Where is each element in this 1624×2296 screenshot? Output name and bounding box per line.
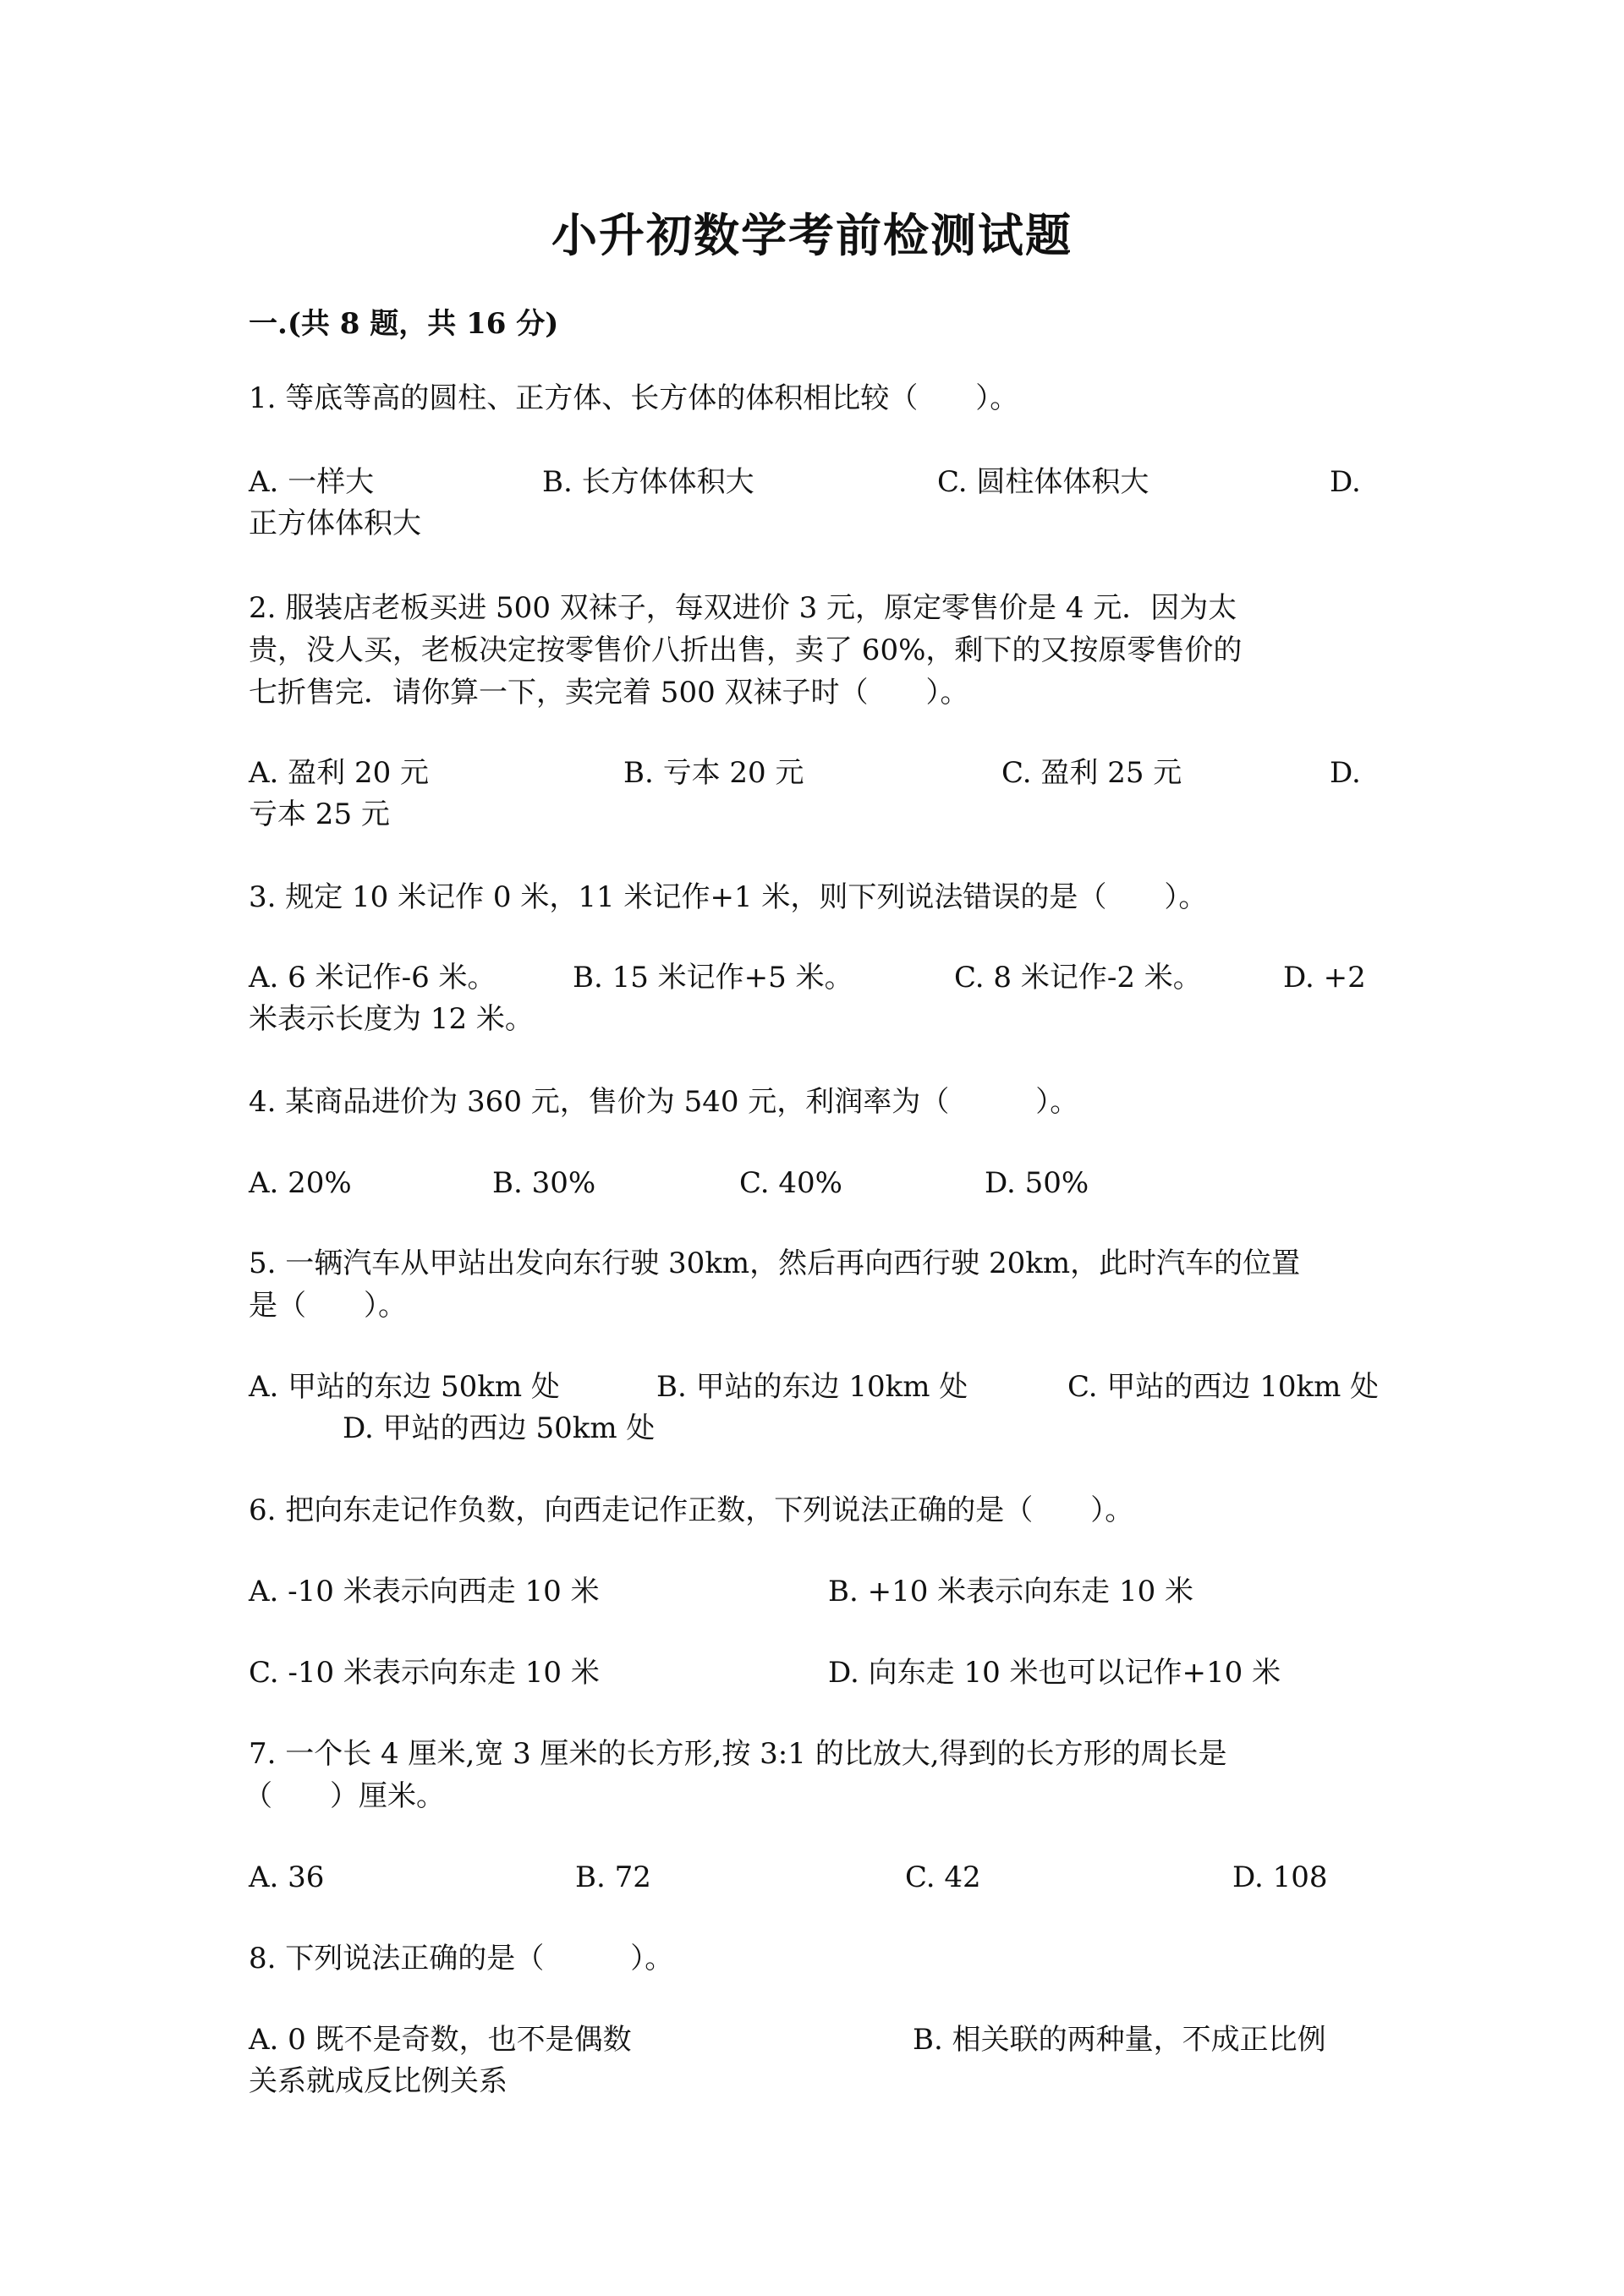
question-3-option-d: D. +2 bbox=[1283, 961, 1366, 995]
question-2-option-d-text: 亏本 25 元 bbox=[249, 797, 390, 831]
question-4-option-c: C. 40% bbox=[739, 1166, 842, 1200]
question-4-option-b: B. 30% bbox=[492, 1166, 596, 1200]
question-7-option-b: B. 72 bbox=[575, 1860, 651, 1894]
question-4-option-a: A. 20% bbox=[249, 1166, 352, 1200]
question-3-option-d-text: 米表示长度为 12 米。 bbox=[249, 1002, 534, 1036]
question-2-option-d: D. bbox=[1330, 756, 1361, 790]
section-heading: 一.(共 8 题，共 16 分) bbox=[249, 307, 559, 341]
question-6-options-row-1 bbox=[249, 1570, 1382, 1614]
question-2-stem-line-1: 2. 服装店老板买进 500 双袜子，每双进价 3 元，原定零售价是 4 元．因为太 bbox=[249, 591, 1237, 625]
question-6-options-row-2 bbox=[249, 1652, 1382, 1695]
question-1-options bbox=[249, 461, 1382, 504]
question-1-stem: 1. 等底等高的圆柱、正方体、长方体的体积相比较（ ）。 bbox=[249, 381, 1019, 415]
question-3-option-a: A. 6 米记作-6 米。 bbox=[249, 961, 497, 995]
question-5-option-d: D. 甲站的西边 50km 处 bbox=[343, 1411, 656, 1445]
question-8-stem: 8. 下列说法正确的是（ ）。 bbox=[249, 1942, 674, 1975]
question-2-stem-line-2: 贵，没人买，老板决定按零售价八折出售，卖了 60%，剩下的又按原零售价的 bbox=[249, 633, 1243, 667]
question-4-stem: 4. 某商品进价为 360 元，售价为 540 元，利润率为（ ）。 bbox=[249, 1085, 1079, 1119]
question-8-options bbox=[249, 2019, 1382, 2062]
question-6-option-a: A. -10 米表示向西走 10 米 bbox=[249, 1575, 600, 1608]
question-1-option-a: A. 一样大 bbox=[249, 465, 375, 499]
question-5-stem-line-1: 5. 一辆汽车从甲站出发向东行驶 30km，然后再向西行驶 20km，此时汽车的位置 bbox=[249, 1247, 1301, 1280]
question-3-option-c: C. 8 米记作-2 米。 bbox=[954, 961, 1202, 995]
question-7-stem-line-2: （ ）厘米。 bbox=[244, 1779, 445, 1813]
question-1-option-b: B. 长方体体积大 bbox=[542, 465, 754, 499]
question-5-option-b: B. 甲站的东边 10km 处 bbox=[656, 1370, 968, 1404]
question-1-option-d-text: 正方体体积大 bbox=[249, 507, 421, 540]
question-8-option-a: A. 0 既不是奇数，也不是偶数 bbox=[249, 2023, 632, 2057]
question-3-options bbox=[249, 956, 1382, 1000]
question-7-option-d: D. 108 bbox=[1232, 1860, 1328, 1894]
question-2-option-c: C. 盈利 25 元 bbox=[1001, 756, 1182, 790]
question-4-options bbox=[249, 1162, 1382, 1205]
question-2-options bbox=[249, 752, 1382, 795]
question-8-option-b: B. 相关联的两种量，不成正比例 bbox=[913, 2023, 1326, 2057]
page-title: 小升初数学考前检测试题 bbox=[551, 208, 1073, 262]
question-6-stem: 6. 把向东走记作负数，向西走记作正数，下列说法正确的是（ ）。 bbox=[249, 1493, 1134, 1527]
question-4-option-d: D. 50% bbox=[985, 1166, 1089, 1200]
question-5-option-c: C. 甲站的西边 10km 处 bbox=[1067, 1370, 1380, 1404]
question-1-option-d: D. bbox=[1330, 465, 1361, 499]
question-8-option-b-text: 关系就成反比例关系 bbox=[249, 2064, 508, 2098]
question-3-stem: 3. 规定 10 米记作 0 米，11 米记作+1 米，则下列说法错误的是（ ）。 bbox=[249, 880, 1208, 914]
question-2-stem-line-3: 七折售完．请你算一下，卖完着 500 双袜子时（ ）。 bbox=[249, 676, 969, 710]
question-5-option-a: A. 甲站的东边 50km 处 bbox=[249, 1370, 560, 1404]
question-7-stem-line-1: 7. 一个长 4 厘米,宽 3 厘米的长方形,按 3:1 的比放大,得到的长方形的周长是 bbox=[249, 1737, 1227, 1771]
question-2-option-a: A. 盈利 20 元 bbox=[249, 756, 430, 790]
question-1-option-c: C. 圆柱体体积大 bbox=[937, 465, 1149, 499]
question-6-option-b: B. +10 米表示向东走 10 米 bbox=[828, 1575, 1194, 1608]
question-6-option-d: D. 向东走 10 米也可以记作+10 米 bbox=[828, 1656, 1281, 1690]
question-7-option-a: A. 36 bbox=[249, 1860, 325, 1894]
question-5-options bbox=[249, 1366, 1382, 1409]
question-5-stem-line-2: 是（ ）。 bbox=[249, 1289, 407, 1323]
question-7-options bbox=[249, 1856, 1382, 1899]
question-6-option-c: C. -10 米表示向东走 10 米 bbox=[249, 1656, 600, 1690]
question-3-option-b: B. 15 米记作+5 米。 bbox=[573, 961, 853, 995]
question-2-option-b: B. 亏本 20 元 bbox=[623, 756, 804, 790]
question-7-option-c: C. 42 bbox=[905, 1860, 981, 1894]
